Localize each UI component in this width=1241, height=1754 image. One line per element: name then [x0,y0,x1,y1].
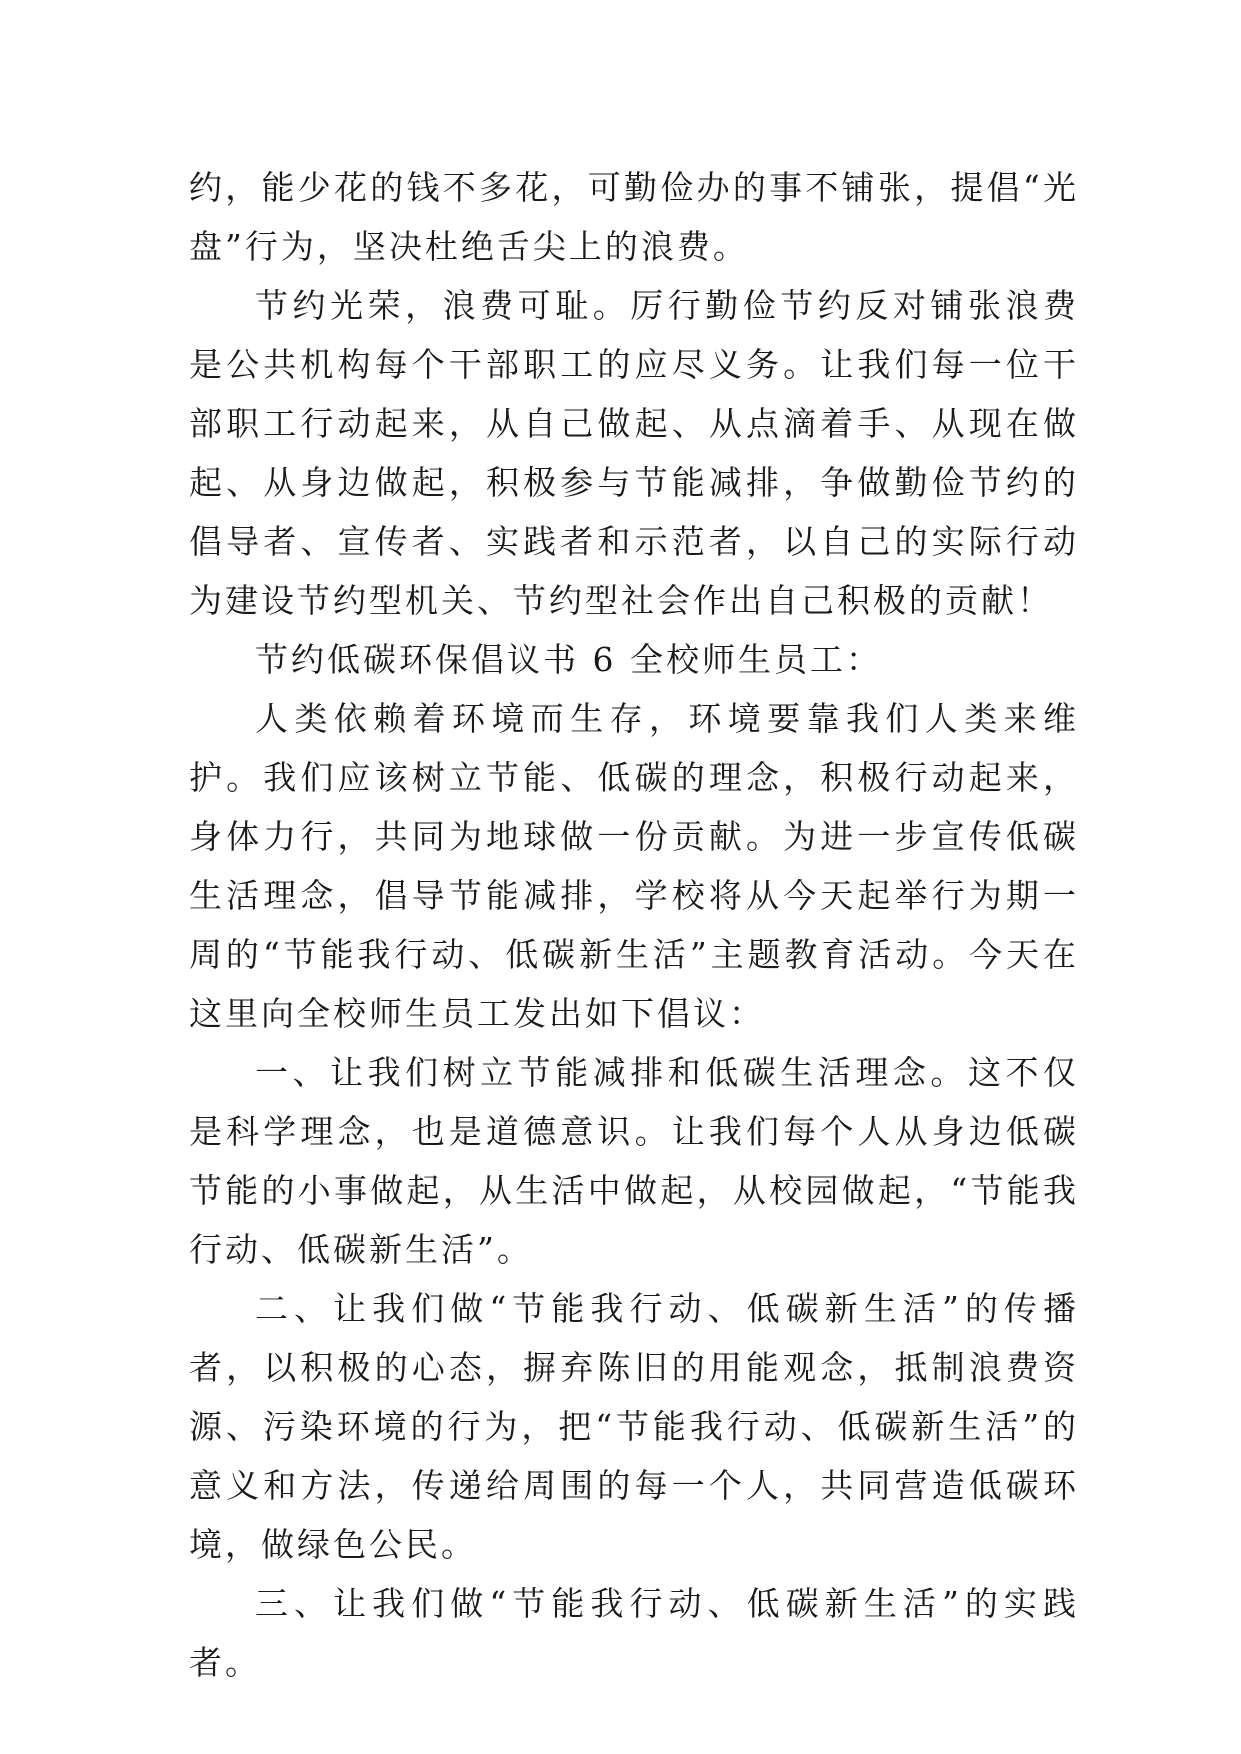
paragraph-6: 二、让我们做“节能我行动、低碳新生活”的传播者，以积极的心态，摒弃陈旧的用能观念，抵制浪费资源、污染环境的行为，把“节能我行动、低碳新生活”的意义和方法，传递给周围的每一个人，共同营造低碳环境，做绿色公民。 [189,1289,1079,1564]
document-body [189,158,1079,1692]
paragraph-7: 三、让我们做“节能我行动、低碳新生活”的实践者。 [189,1584,1079,1682]
paragraph-2: 节约光荣，浪费可耻。厉行勤俭节约反对铺张浪费是公共机构每个干部职工的应尽义务。让我们每一位干部职工行动起来，从自己做起、从点滴着手、从现在做起、从身边做起，积极参与节能减排，争做勤俭节约的倡导者、宣传者、实践者和示范者，以自己的实际行动为建设节约型机关、节约型社会作出自己积极的贡献！ [189,286,1079,620]
paragraph-5: 一、让我们树立节能减排和低碳生活理念。这不仅是科学理念，也是道德意识。让我们每个人从身边低碳节能的小事做起，从生活中做起，从校园做起，“节能我行动、低碳新生活”。 [189,1053,1079,1269]
paragraph-1: 约，能少花的钱不多花，可勤俭办的事不铺张，提倡“光盘”行为，坚决杜绝舌尖上的浪费。 [189,168,1079,266]
paragraph-4: 人类依赖着环境而生存，环境要靠我们人类来维护。我们应该树立节能、低碳的理念，积极行动起来，身体力行，共同为地球做一份贡献。为进一步宣传低碳生活理念，倡导节能减排，学校将从今天起举行为期一周的“节能我行动、低碳新生活”主题教育活动。今天在这里向全校师生员工发出如下倡议： [189,699,1079,1033]
paragraph-3-heading: 节约低碳环保倡议书 6 全校师生员工： [255,640,882,679]
